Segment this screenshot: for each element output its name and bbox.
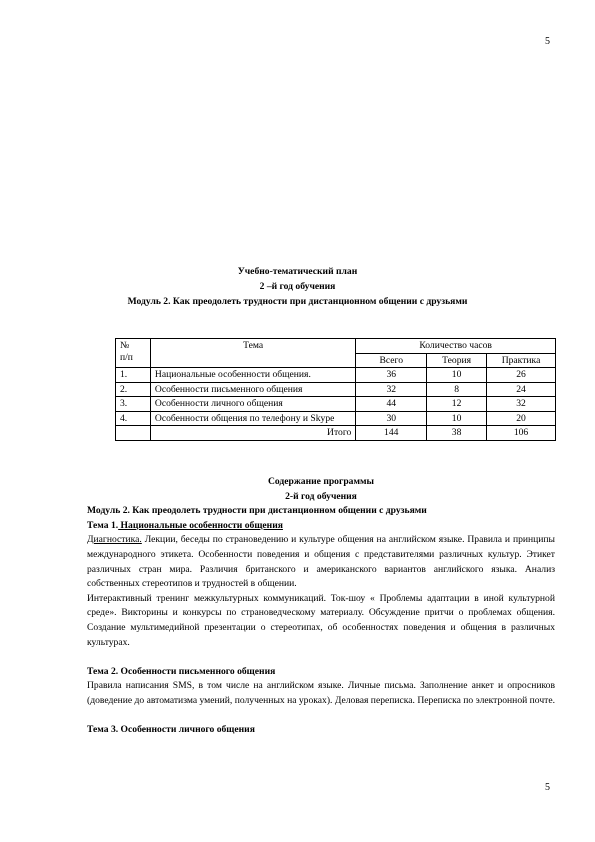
row-topic: Особенности личного общения [150,397,355,412]
row-topic: Особенности письменного общения [150,382,355,397]
row-practice: 20 [487,411,556,426]
summary-theory: 38 [427,426,487,441]
content-module: Модуль 2. Как преодолеть трудности при дистанционном общении с друзьями [87,505,427,517]
summary-practice: 106 [487,426,556,441]
table-row [116,411,556,426]
table-summary-row [116,426,556,441]
topic2-heading: Тема 2. Особенности письменного общения [87,665,276,677]
plan-heading [0,264,595,309]
table-row [116,368,556,383]
content-title: Содержание программы [267,476,375,487]
table-row [116,397,556,412]
table-row [116,382,556,397]
row-theory: 8 [427,382,487,397]
topic1-paragraph-1 [87,533,555,591]
row-practice: 32 [487,397,556,412]
row-theory: 10 [427,411,487,426]
summary-label: Итого [150,426,355,441]
row-total: 44 [356,397,427,412]
row-theory: 12 [427,397,487,412]
content-year: 2-й год обучения [285,490,357,502]
topic2-paragraph: Правила написания SMS, в том числе на английском языке. Личные письма. Заполнение анкет и опросников (доведение до автоматизма умений, полученных на уроках). Деловая переписка. Переписка по электронной почте. [87,680,556,706]
header-topic: Тема [150,339,355,368]
row-num: 3. [116,397,151,412]
program-content [87,475,555,738]
topic1-title: Национальные особенности общения [118,519,283,531]
row-total: 36 [356,368,427,383]
topic3-heading: Тема 3. Особенности личного общения [87,724,255,736]
header-num: № п/п [116,339,151,368]
row-topic: Особенности общения по телефону и Skype [150,411,355,426]
summary-total: 144 [356,426,427,441]
plan-title: Учебно-тематический план [237,266,358,277]
row-total: 30 [356,411,427,426]
page-number-top: 5 [545,36,550,47]
plan-table [115,338,556,441]
topic1-paragraph-2: Интерактивный тренинг межкультурных коммуникаций. Ток-шоу « Проблемы адаптации в иной культурной среде». Викторины и конкурсы по страноведческому материалу. Обсуждение притчи о проблемах общения. Создание мультимедийной презентации о стереотипах, об особенностях поведения и общения в различных культурах. [87,592,555,648]
row-num: 4. [116,411,151,426]
page-number-bottom: 5 [545,782,550,793]
header-hours: Количество часов [356,339,556,354]
header-total: Всего [356,353,427,368]
topic1-text: Лекции, беседы по страноведению и культуре общения на английском языке. Правила и принципы международного этикета. Особенности поведения и общения с представителями различных культур. Этикет различных стран мира. Различия британского и американского вариантов английского языка. Анализ собственных стереотипов и трудностей в общении. [87,534,555,590]
row-practice: 26 [487,368,556,383]
plan-year: 2 –й год обучения [259,281,336,292]
summary-empty [116,426,151,441]
topic1-heading [87,519,555,534]
plan-module: Модуль 2. Как преодолеть трудности при дистанционном общении с друзьями [127,296,468,307]
row-total: 32 [356,382,427,397]
row-num: 2. [116,382,151,397]
row-theory: 10 [427,368,487,383]
header-theory: Теория [427,353,487,368]
row-practice: 24 [487,382,556,397]
topic1-label: Тема 1. [87,519,119,531]
row-topic: Национальные особенности общения. [150,368,355,383]
row-num: 1. [116,368,151,383]
header-practice: Практика [487,353,556,368]
topic1-lead: Диагностика. [87,534,142,546]
